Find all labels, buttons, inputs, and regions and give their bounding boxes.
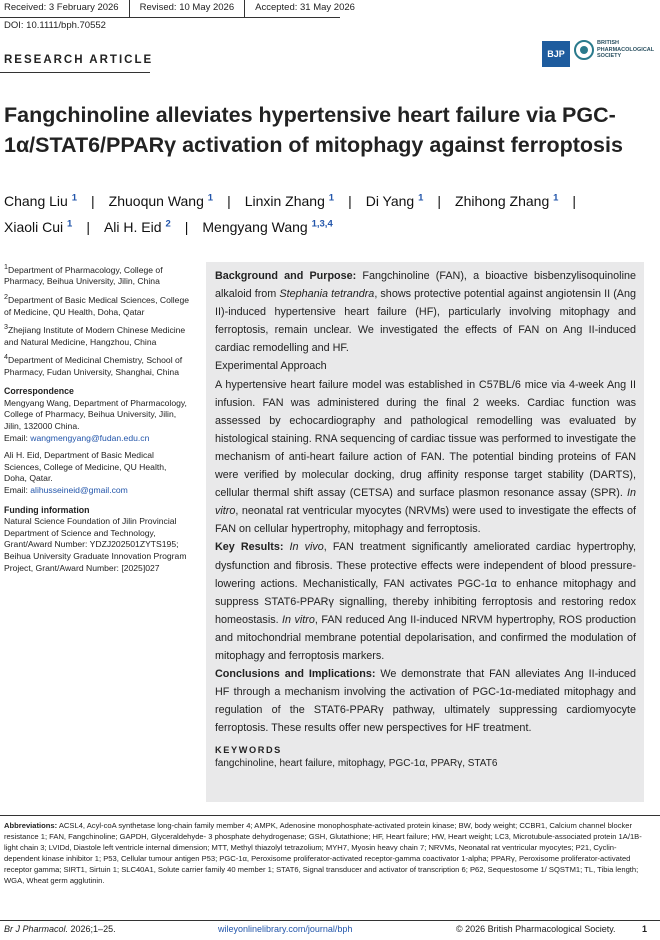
journal-logo: BJP xyxy=(542,41,570,67)
author[interactable]: Xiaoli Cui $^1$ xyxy=(4,218,73,236)
author-list: Chang Liu $^1$ | Zhuoqun Wang $^1$ | Linxin Zhang $^1$ | Di Yang $^1$ | Zhihong Zhang $^1$ | Xiaoli Cui $^1$ | Ali H. Eid $^2$ | Mengyang Wang $^{1,3,4}$ xyxy=(4,192,577,236)
affiliation: $^2$Department of Basic Medical Sciences, College of Medicine, QU Health, Doha, Qatar xyxy=(4,293,190,317)
society-emblem-icon xyxy=(574,40,594,60)
journal-url-link[interactable]: wileyonlinelibrary.com/journal/bph xyxy=(218,924,353,934)
doi: DOI: 10.1111/bph.70552 xyxy=(4,20,106,31)
author[interactable]: Di Yang $^1$ xyxy=(365,192,424,209)
copyright: © 2026 British Pharmacological Society. xyxy=(456,924,616,934)
abstract-experimental-heading: Experimental Approach xyxy=(215,360,327,373)
email-link[interactable]: wangmengyang@fudan.edu.cn xyxy=(30,432,150,443)
abstract-conclusions: Conclusions and Implications: We demonstrate that FAN alleviates Ang II-induced HF through a mechanism involving the activation of PGC-1α-mediated mitophagy and regulation of the STAT6-PPARγ pathway, ultimately suppressing cardiomyocyte ferroptosis. These results offer new perspectives for HF treatment. xyxy=(215,668,636,735)
article-title: Fangchinoline alleviates hypertensive heart failure via PGC-1α/STAT6/PPARγ activation of mitophagy against ferroptosis xyxy=(4,103,623,157)
abstract-key-results: Key Results: In vivo, FAN treatment significantly ameliorated cardiac hypertrophy, dysfunction and fibrosis. These protective effects were independent of blood pressure-lowering actions. Mechanistically, FAN activates PGC-1α to enhance mitophagy and suppress STAT6-PPARγ signalling, thereby inhibiting ferroptosis and restoring redox homeostasis. In vitro, FAN reduced Ang II-induced NRVM hypertrophy, ROS production and mitochondrial membrane potential depolarisation, and confirmed the modulation of mitophagy and ferroptosis markers. xyxy=(215,541,636,662)
correspondence-heading: Correspondence xyxy=(4,386,74,397)
abbreviations: Abbreviations: ACSL4, Acyl-coA synthetase long-chain family member 4; AMPK, Adenosine monophosphate-activated protein kinase; BW, body weight; CCBR1, Calcium channel blocker resistance 1; FAN, Fangchinoline; GAPDH, Glyceraldehyde- 3 phosphate dehydrogenase; GSH, Glutathione; HF, Heart failure; HW, Heart weight; LC3, Microtubule-associated protein 1A/1B-light chain 3; LVIDd, Diastole left ventricle internal dimension; MTT, Methyl thiazolyl tetrazolium; MYH7, Myosin heavy chain 7; NRVMs, Neonatal rat ventricular myocytes; P21, Cyclin-dependent kinase inhibitor 1; P53, Cellular tumour antigen P53; PGC-1α, Peroxisome proliferator-activated receptor-gamma coactivator 1-alpha; PPARγ, Peroxisome proliferator-activated receptor gamma; SIRT1, Sirtuin 1; SLC40A1, Solute carrier family 40 member 1; STAT6, Signal transducer and activator of transcription 6; P62, Sequestosome 1/ SQSTM1; TL, Tibia length; WGA, Wheat germ agglutinin. xyxy=(4,821,642,885)
affiliation: $^1$Department of Pharmacology, College of Pharmacy, Beihua University, Jilin, China xyxy=(4,263,163,287)
left-sidebar xyxy=(4,262,190,574)
affiliation: $^4$Department of Medicinal Chemistry, School of Pharmacy, Fudan University, Shanghai, China xyxy=(4,353,183,377)
author[interactable]: Chang Liu $^1$ xyxy=(4,192,78,209)
funding-text: Natural Science Foundation of Jilin Provincial Department of Science and Technology, Grant/Award Number: YDZJ202501ZYTS195; Beihua University Graduate Innovation Program Project, Grant/Award Number: [2025]027 xyxy=(4,516,187,573)
accepted-date: Accepted: 31 May 2026 xyxy=(244,0,365,18)
affiliation: $^3$Zhejiang Institute of Modern Chinese Medicine and Natural Medicine, Hangzhou, China xyxy=(4,323,186,347)
keywords: fangchinoline, heart failure, mitophagy, PGC-1α, PPARγ, STAT6 xyxy=(215,758,498,770)
abbreviations-divider xyxy=(0,815,660,816)
abstract-background: Background and Purpose: Fangchinoline (FAN), a bioactive bisbenzylisoquinoline alkaloid from Stephania tetrandra, shows protective potential against angiotensin II (Ang II)-induced hypertensive heart failure (HF), particularly involving mitophagy and ferroptosis, remain unclear. We investigated the effects of FAN on Ang II-induced cardiac remodelling and HF. xyxy=(215,270,636,355)
author[interactable]: Zhuoqun Wang $^1$ xyxy=(108,192,214,209)
article-dates xyxy=(4,0,365,18)
author[interactable]: Ali H. Eid $^2$ xyxy=(103,218,171,236)
correspondence-1: Mengyang Wang, Department of Pharmacology, College of Pharmacy, Beihua University, Jilin, Jilin, 132000 China. Email: wangmengyang@fudan.edu.cn xyxy=(4,397,187,443)
society-logo xyxy=(574,40,655,60)
revised-date: Revised: 10 May 2026 xyxy=(129,0,245,18)
page-number: 1 xyxy=(642,924,648,934)
author[interactable]: Mengyang Wang $^{1,3,4}$ xyxy=(202,218,333,236)
article-type-underline xyxy=(0,72,150,73)
article-type: RESEARCH ARTICLE xyxy=(4,54,154,66)
author[interactable]: Linxin Zhang $^1$ xyxy=(244,192,335,209)
correspondence-2: Ali H. Eid, Department of Basic Medical Sciences, College of Medicine, QU Health, Doha, Qatar. Email: alihusseineid@gmail.com xyxy=(4,450,167,495)
email-link[interactable]: alihusseineid@gmail.com xyxy=(30,484,128,495)
keywords-heading: KEYWORDS xyxy=(215,745,282,756)
abstract-experimental: A hypertensive heart failure model was established in C57BL/6 mice via 4-week Ang II infusion. FAN was administered during the final 2 weeks. Cardiac function was assessed by echocardiography and pathological remodelling was evaluated by histological staining. RNA sequencing of cardiac tissue was performed to investigate the mechanism of anti-heart failure action of FAN. The potential binding proteins of FAN were verified by molecular docking, drug affinity response target stability (DARTS), cellular thermal shift assay (CETSA) and surface plasmon resonance assay (SPR). In vitro, neonatal rat ventricular myocytes (NRVMs) were used to investigate the effects of FAN on cellular hypertrophy, mitophagy and ferroptosis. xyxy=(215,378,636,536)
funding-heading: Funding information xyxy=(4,504,90,515)
society-logo-text: BRITISH PHARMACOLOGICAL SOCIETY xyxy=(597,40,655,60)
received-date: Received: 3 February 2026 xyxy=(4,2,119,13)
journal-citation: Br J Pharmacol. 2026;1–25. xyxy=(4,924,116,934)
footer-divider xyxy=(0,920,660,921)
abstract-box xyxy=(206,262,644,802)
dates-divider xyxy=(0,17,340,18)
author[interactable]: Zhihong Zhang $^1$ xyxy=(455,192,559,209)
